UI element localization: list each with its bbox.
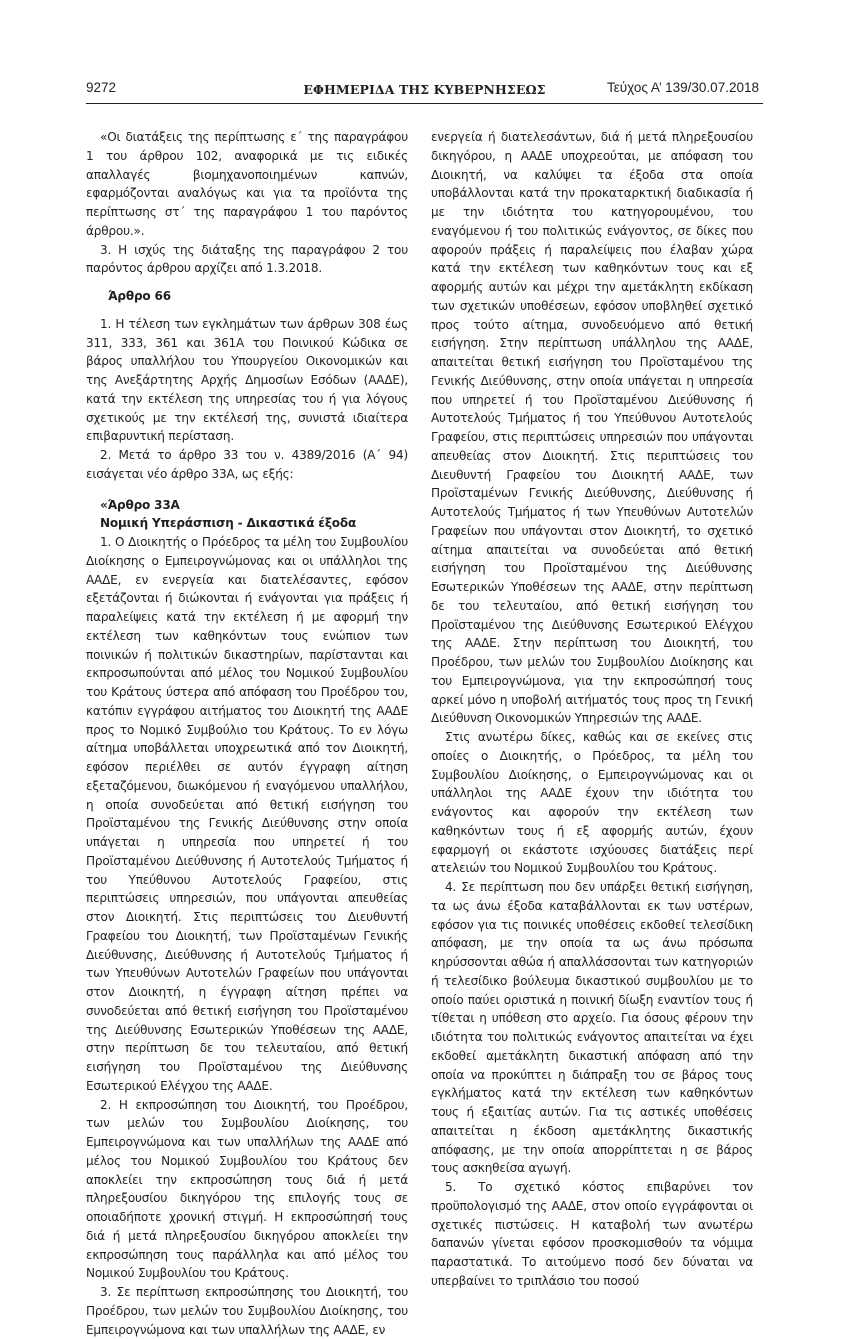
paragraph: 5. Το σχετικό κόστος επιβαρύνει τον προϋπολογισμό της ΑΑΔΕ, στον οποίο εγγράφονται οι σχετικές πιστώσεις. Η καταβολή των ανωτέρω δαπανών γίνεται εφόσον προσκομισθούν τα νόμιμα παραστατικά. Το αιτούμενο ποσό δεν δύναται να υπερβαίνει το τριπλάσιο του ποσού (431, 1180, 753, 1288)
article-heading: Άρθρο 66 (108, 289, 171, 303)
publication-title: ΕΦΗΜΕΡΙΔΑ ΤΗΣ ΚΥΒΕΡΝΗΣΕΩΣ (303, 82, 546, 97)
paragraph: 2. Μετά το άρθρο 33 του ν. 4389/2016 (Α΄ 94) εισάγεται νέο άρθρο 33Α, ως εξής: (86, 448, 408, 481)
paragraph: ενεργεία ή διατελεσάντων, διά ή μετά πληρεξουσίου δικηγόρου, η ΑΑΔΕ υποχρεούται, με απόφαση του Διοικητή, να καλύψει τα έξοδα στα οποία υποβάλλονται κατά την προκαταρκτική διαδικασία ή με την ιδιότητα του κατηγορουμένου, του εναγόμενου ή του πολιτικώς ενάγοντος, σε δίκες που αφορούν πράξεις ή παραλείψεις που έλαβαν χώρα κατά την εκτέλεση των καθηκόντων τους και εξ αφορμής αυτών και μέχρι την αμετάκλητη εκδίκαση των σχετικών υποθέσεων, εφόσον υποβληθεί σχετικό προς τούτο αίτημα, συνοδευόμενο από θετική εισήγηση. Στην περίπτωση υπάλληλου της ΑΑΔΕ, απαιτείται θετική εισήγηση του Προϊσταμένου της Γενικής Διεύθυνσης, στην οποία υπάγεται η υπηρεσία που υπηρετεί ή του Προϊσταμένου Διεύθυνσης ή Αυτοτελούς Τμήματος ή του Υπεύθυνου Αυτοτελούς Γραφείου, στις περιπτώσεις υπηρεσιών που υπάγονται απευθείας στον Διοικητή. Στις περιπτώσεις του Διευθυντή Γραφείου του Διοικητή ΑΑΔΕ, των Προϊσταμένων Γενικής Διεύθυνσης, Διεύθυνσης ή Αυτοτελούς Τμήματος ή των Υπευθύνων Αυτοτελών Γραφείων που υπάγονται στον Διοικητή, το σχετικό αίτημα απαιτείται να συνοδεύεται από θετική εισήγηση του Προϊσταμένου της Διεύθυνσης Εσωτερικών Υποθέσεων της ΑΑΔΕ, στην περίπτωση δε του τελευταίου, από θετική εισήγηση του Προϊσταμένου της Διεύθυνσης Εσωτερικού Ελέγχου της ΑΑΔΕ. Στην περίπτωση του Διοικητή, του Προέδρου, των μελών του Συμβουλίου Διοίκησης και του Εμπειρογνώμονα, για την εκπροσώπησή τους αρκεί μόνο η υποβολή αιτήματός τους προς τη Γενική Διεύθυνση Οικονομικών Υπηρεσιών της ΑΑΔΕ. (431, 130, 753, 726)
issue-reference: Τεύχος Α’ 139/30.07.2018 (606, 80, 759, 95)
page-number: 9272 (86, 80, 117, 95)
inserted-article-title: «Άρθρο 33Α (100, 497, 180, 512)
paragraph: «Οι διατάξεις της περίπτωσης ε΄ της παραγράφου 1 του άρθρου 102, αναφορικά με τις ειδικές απαλλαγές βιομηχανοποιημένων καπνών, εφαρμόζονται αναλόγως και για τα προϊόντα της περίπτωσης στ΄ της παραγράφου 1 του παρόντος άρθρου.». (86, 130, 408, 238)
right-column (431, 128, 753, 1291)
paragraph: 2. Η εκπροσώπηση του Διοικητή, του Προέδρου, των μελών του Συμβουλίου Διοίκησης, του Εμπειρογνώμονα και των υπαλλήλων της ΑΑΔΕ από μέλος του Νομικού Συμβουλίου του Κράτους δεν αποκλείει την εκπροσώπηση τους διά ή μετά πληρεξουσίου δικηγόρου της επιλογής τους σε οποιαδήποτε χρονική στιγμή. Η εκπροσώπησή τους διά ή μετά πληρεξουσίου δικηγόρου αποκλείει την εκπροσώπηση τους παράλληλα και από μέλος του Νομικού Συμβουλίου του Κράτους. (86, 1097, 408, 1281)
inserted-article-subtitle: Νομική Υπεράσπιση - Δικαστικά έξοδα (100, 516, 357, 531)
paragraph: Στις ανωτέρω δίκες, καθώς και σε εκείνες στις οποίες ο Διοικητής, ο Πρόεδρος, τα μέλη του Συμβουλίου Διοίκησης, ο Εμπειρογνώμονας και οι υπάλληλοι της ΑΑΔΕ έχουν την ιδιότητα του ενάγοντος και αφορούν την εκτέλεση των καθηκόντων τους ή εξ αφορμής αυτών, έχουν εφαρμογή οι εκάστοτε ισχύουσες διατάξεις περί ατελειών του Νομικού Συμβουλίου του Κράτους. (431, 730, 753, 876)
paragraph: 3. Η ισχύς της διάταξης της παραγράφου 2 του παρόντος άρθρου αρχίζει από 1.3.2018. (86, 242, 408, 276)
paragraph: 1. Η τέλεση των εγκλημάτων των άρθρων 308 έως 311, 333, 361 και 361Α του Ποινικού Κώδικα σε βάρος υπαλλήλου του Υπουργείου Οικονομικών και της Ανεξάρτητης Αρχής Δημοσίων Εσόδων (ΑΑΔΕ), κατά την εκτέλεση της υπηρεσίας του ή για λόγους σχετικούς με την εκτέλεσή της, συνιστά ιδιαίτερα επιβαρυντική περίσταση. (86, 316, 408, 444)
paragraph: 4. Σε περίπτωση που δεν υπάρξει θετική εισήγηση, τα ως άνω έξοδα καταβάλλονται εκ των υστέρων, εφόσον για τις ποινικές υποθέσεις εκδοθεί τελεσίδικη απόφαση, με την οποία τα ως άνω πρόσωπα κηρύσσονται αθώα ή απαλλάσσονται των κατηγοριών ή τελεσίδικο βούλευμα δικαστικού συμβουλίου με το οποίο παύει οριστικά η ποινική δίωξη εναντίον τους ή τίθεται η υπόθεση στο αρχείο. Για όσους φέρουν την ιδιότητα του πολιτικώς ενάγοντος απαιτείται να έχει εκδοθεί αμετάκλητη δικαστική απόφαση από την οποία να προκύπτει η διάπραξη του σε βάρος τους εγκλήματος κατά την εκτέλεση των καθηκόντων τους ή εξαιτίας αυτών. Για τις αστικές υποθέσεις απαιτείται η έκδοση αμετάκλητης δικαστικής απόφασης, με την οποία απορρίπτεται η σε βάρος τους ασκηθείσα αγωγή. (431, 880, 753, 1176)
paragraph: 1. Ο Διοικητής ο Πρόεδρος τα μέλη του Συμβουλίου Διοίκησης ο Εμπειρογνώμονας και οι υπάλληλοι της ΑΑΔΕ, εν ενεργεία και διατελέσαντες, εφόσον εξετάζονται ή διώκονται ή ενάγονται για πράξεις ή παραλείψεις κατά την εκτέλεση ή με αφορμή την εκτέλεση των καθηκόντων τους ενώπιον των ποινικών ή πολιτικών δικαστηρίων, παρίστανται και εκπροσωπούνται από μέλος του Νομικού Συμβουλίου του Κράτους ύστερα από απόφαση του Προέδρου του, κατόπιν εγγράφου αιτήματος του Διοικητή της ΑΑΔΕ προς το Νομικό Συμβούλιο του Κράτους. Το εν λόγω αίτημα υποβάλλεται υποχρεωτικά από τον Διοικητή, εφόσον περιέλθει σε αυτόν έγγραφη αίτηση εξεταζόμενου, διωκόμενου ή εναγόμενου υπαλλήλου, η οποία συνοδεύεται από θετική εισήγηση του Προϊσταμένου της Γενικής Διεύθυνσης στην οποία υπάγεται η υπηρεσία που υπηρετεί ή του Προϊσταμένου Διεύθυνσης ή Αυτοτελούς Τμήματος ή του Υπεύθυνου Αυτοτελούς Γραφείου, στις περιπτώσεις υπηρεσιών, που υπάγονται απευθείας στον Διοικητή. Στις περιπτώσεις του Διευθυντή Γραφείου του Διοικητή, των Προϊσταμένων Γενικής Διεύθυνσης, Διεύθυνσης ή Αυτοτελούς Τμήματος ή των Υπευθύνων Αυτοτελών Γραφείων που υπάγονται στον Διοικητή, η έγγραφη αίτηση πρέπει να συνοδεύεται από θετική εισήγηση του Προϊσταμένου της Διεύθυνσης Εσωτερικών Υποθέσεων της ΑΑΔΕ, στην περίπτωση δε του τελευταίου, από θετική εισήγηση του Προϊσταμένου της Διεύθυνσης Εσωτερικού Ελέγχου της ΑΑΔΕ. (86, 535, 408, 1093)
left-column (86, 128, 408, 1339)
header-divider (86, 103, 763, 104)
paragraph: 3. Σε περίπτωση εκπροσώπησης του Διοικητή, του Προέδρου, των μελών του Συμβουλίου Διοίκησης, του Εμπειρογνώμονα και των υπαλλήλων της ΑΑΔΕ, εν (86, 1285, 408, 1337)
